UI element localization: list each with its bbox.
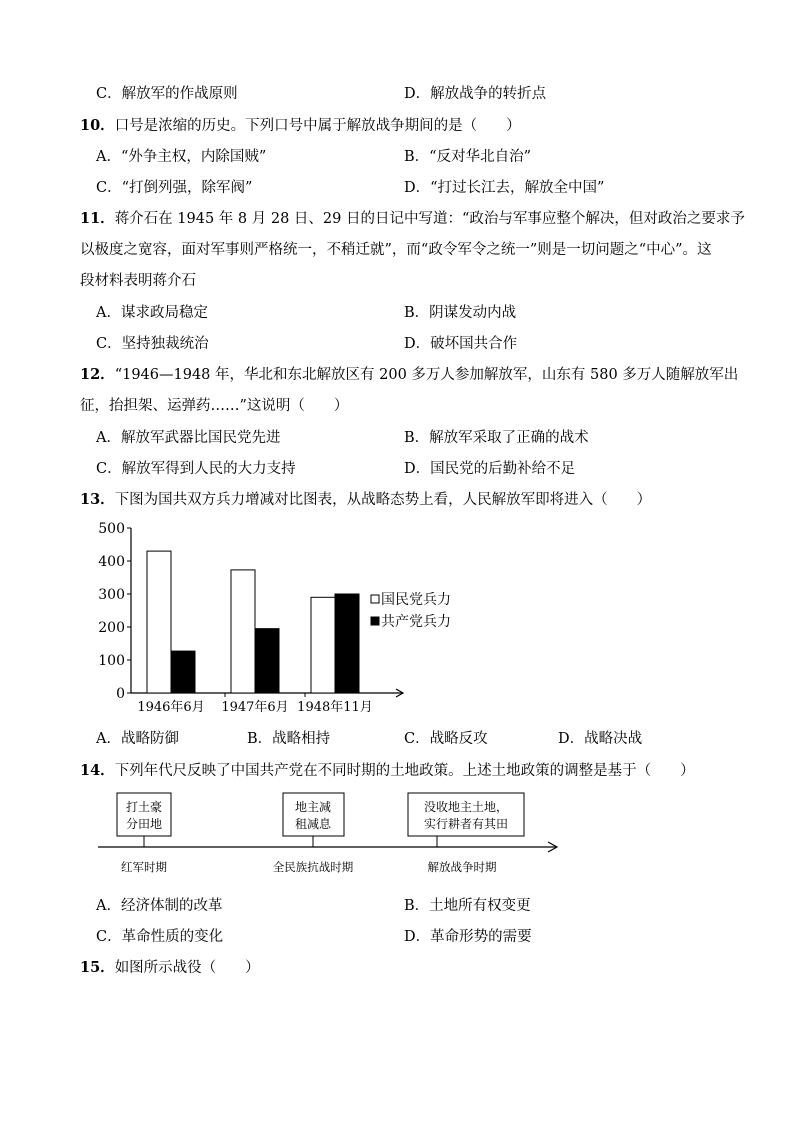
q15-question	[80, 956, 260, 977]
q12-option-a: A．解放军武器比国民党先进	[96, 430, 281, 446]
q14-number: 14．	[80, 762, 115, 779]
x-tick-label: 1947年6月	[221, 700, 289, 715]
q15-stem: 如图所示战役（ ）	[114, 960, 260, 976]
q11-option-b: B．阴谋发动内战	[404, 305, 517, 321]
q12-option-d: D．国民党的后勤补给不足	[404, 461, 576, 477]
q13-option-c: C．战略反攻	[404, 731, 488, 747]
legend-label: 共产党兵力	[381, 614, 451, 630]
x-tick-label: 1946年6月	[137, 700, 205, 715]
q12-option-c: C．解放军得到人民的大力支持	[96, 461, 296, 477]
y-tick-label: 200	[98, 620, 125, 636]
q11-line-2: 以极度之宽容，面对军事则严格统一，不稍迁就”，而“政令军令之统一”则是一切问题之“中心”。这	[80, 242, 712, 258]
q11-option-c: C．坚持独裁统治	[96, 336, 209, 352]
q14-option-c: C．革命性质的变化	[96, 929, 224, 945]
q10-number: 10．	[80, 117, 115, 134]
q13-option-a: A．战略防御	[96, 731, 179, 747]
q10-option-c: C．“打倒列强，除军阀”	[96, 180, 253, 196]
q10-option-a: A．“外争主权，内除国贼”	[96, 149, 267, 165]
timeline-period-1: 红军时期	[121, 860, 167, 874]
legend-label: 国民党兵力	[381, 592, 451, 608]
q10-option-d: D．“打过长江去，解放全中国”	[404, 180, 605, 196]
q13-option-b: B．战略相持	[247, 731, 331, 747]
q14-option-d: D．革命形势的需要	[404, 929, 532, 945]
q11-text-1: 蒋介石在 1945 年 8 月 28 日、29 日的日记中写道：“政治与军事应整个解决，但对政治之要求予	[114, 211, 745, 227]
q9-option-c: C．解放军的作战原则	[96, 86, 238, 102]
legend-swatch	[371, 617, 379, 625]
q9-option-d: D．解放战争的转折点	[404, 86, 547, 102]
timeline-box-1-line-2: 分田地	[125, 817, 163, 831]
q14-question	[80, 759, 695, 780]
q13-option-d: D．战略决战	[558, 731, 643, 747]
bar-kmt	[231, 570, 255, 693]
q10-option-b: B．“反对华北自治”	[404, 149, 531, 165]
timeline-box-3-line-1: 没收地主土地，	[423, 800, 509, 814]
bar-kmt	[147, 551, 171, 693]
timeline-item-2	[273, 793, 354, 874]
q11-option-a: A．谋求政局稳定	[96, 305, 208, 321]
q13-number: 13．	[80, 491, 115, 508]
q12-line-2: 征，抬担架、运弹药……”这说明（ ）	[80, 398, 349, 414]
timeline-item-3	[408, 793, 524, 874]
q13-stem: 下图为国共双方兵力增减对比图表，从战略态势上看，人民解放军即将进入（ ）	[114, 492, 652, 508]
q10-question	[80, 114, 521, 135]
q14-stem: 下列年代尺反映了中国共产党在不同时期的土地政策。上述土地政策的调整是基于（ ）	[114, 763, 695, 779]
chart-bars	[147, 551, 359, 693]
bar-ccp	[335, 594, 359, 693]
legend-swatch	[371, 595, 379, 603]
q15-number: 15．	[80, 959, 115, 976]
q14-option-b: B．土地所有权变更	[404, 898, 531, 914]
q11-option-d: D．破坏国共合作	[404, 336, 518, 352]
y-tick-label: 300	[98, 587, 125, 603]
troop-strength-bar-chart	[85, 515, 485, 725]
q11-number: 11．	[80, 210, 115, 227]
q11-line-3: 段材料表明蒋介石	[80, 273, 196, 289]
timeline-box-3-line-2: 实行耕者有其田	[423, 817, 509, 831]
q11-line-1	[80, 207, 745, 228]
q12-number: 12．	[80, 366, 115, 383]
timeline-item-1	[117, 793, 171, 874]
timeline-box-2-line-2: 租减息	[294, 817, 332, 831]
timeline-box-2-line-1: 地主减	[294, 800, 332, 814]
chart-legend	[371, 591, 451, 630]
q13-question	[80, 488, 651, 509]
land-policy-timeline	[90, 785, 570, 880]
timeline-period-3: 解放战争时期	[427, 860, 497, 874]
q14-option-a: A．经济体制的改革	[96, 898, 223, 914]
timeline-period-2: 全民族抗战时期	[272, 860, 354, 874]
timeline-box-1-line-1: 打土豪	[125, 800, 163, 814]
y-tick-label: 400	[98, 554, 125, 570]
bar-kmt	[311, 597, 335, 693]
bar-ccp	[255, 629, 279, 693]
y-tick-label: 100	[98, 653, 125, 669]
x-tick-label: 1948年11月	[297, 700, 373, 715]
q12-option-b: B．解放军采取了正确的战术	[404, 430, 589, 446]
y-tick-label: 0	[116, 686, 125, 702]
y-tick-label: 500	[98, 521, 125, 537]
q10-stem: 口号是浓缩的历史。下列口号中属于解放战争期间的是（ ）	[114, 118, 521, 134]
bar-ccp	[171, 651, 195, 693]
q12-text-1: “1946—1948 年，华北和东北解放区有 200 多万人参加解放军，山东有 580 多万人随解放军出	[114, 367, 739, 383]
q12-line-1	[80, 363, 738, 384]
